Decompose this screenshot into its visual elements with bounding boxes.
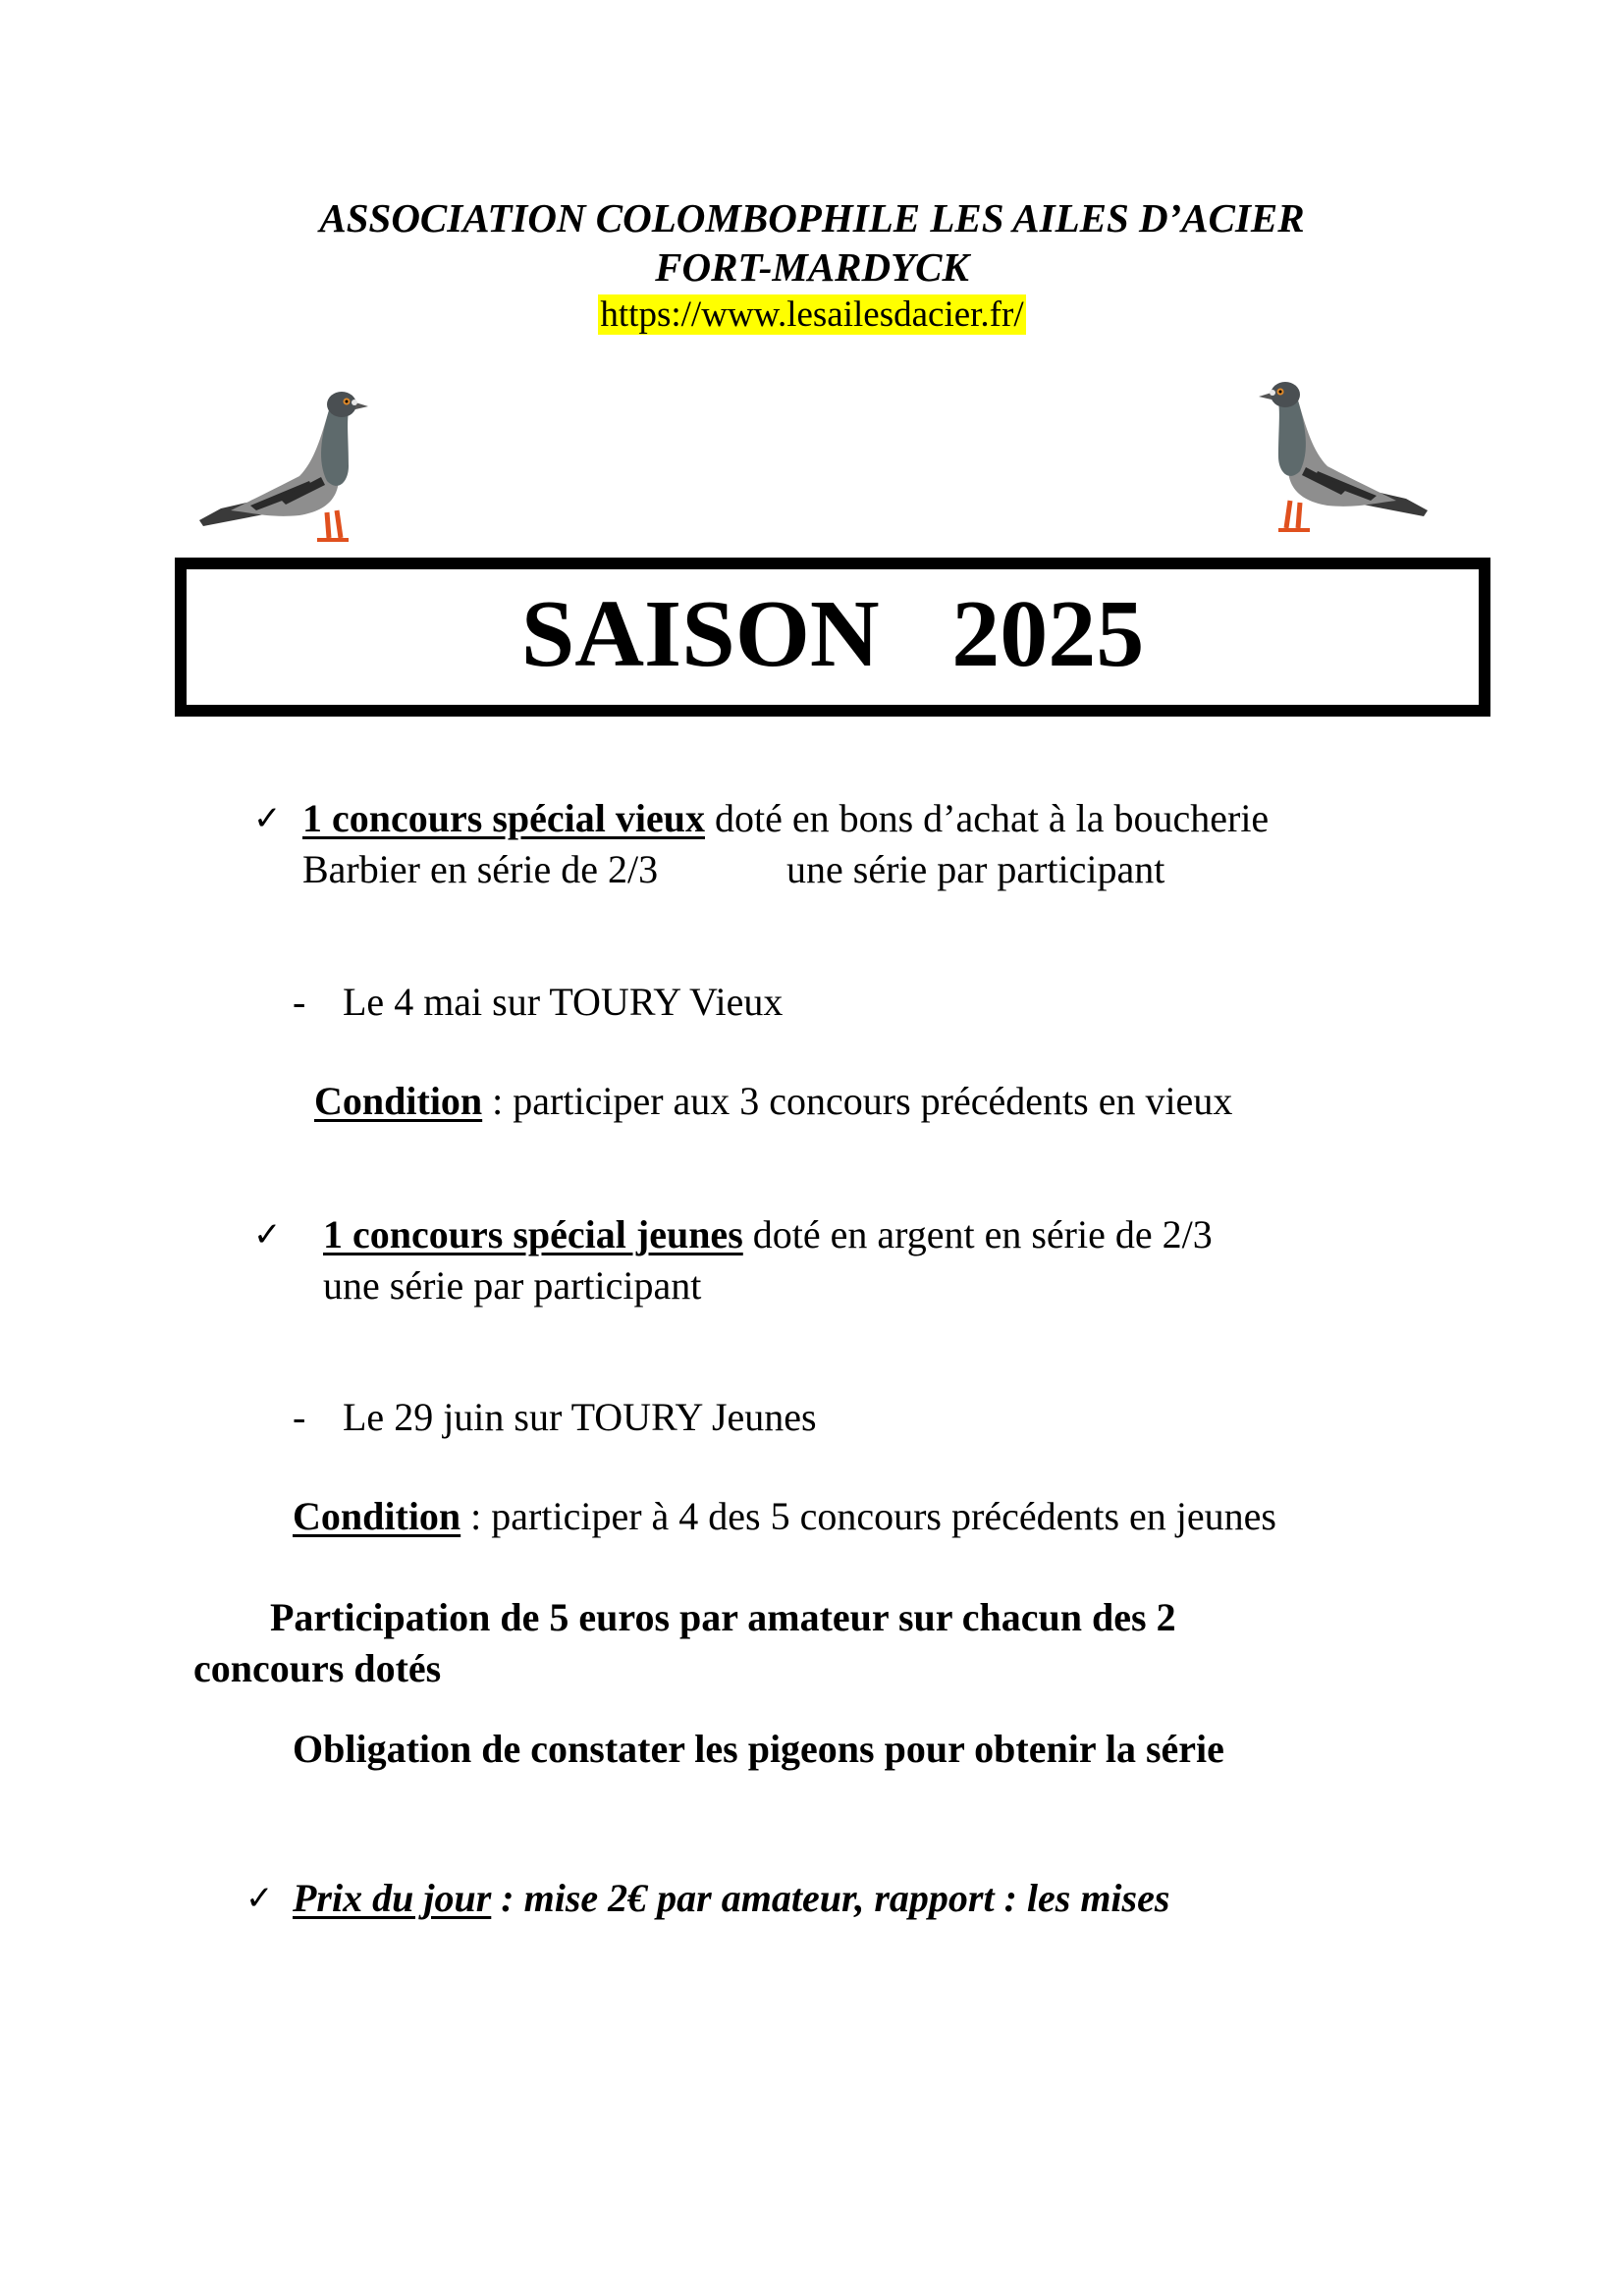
- association-city: FORT-MARDYCK: [655, 244, 969, 290]
- special-vieux-condition-text: : participer aux 3 concours précédents en vieux: [482, 1079, 1233, 1123]
- special-jeunes-date: Le 29 juin sur TOURY Jeunes: [343, 1395, 817, 1439]
- special-vieux-line2a: Barbier en série de 2/3: [302, 847, 659, 891]
- pigeon-right-icon: [1239, 373, 1435, 550]
- check-icon: ✓: [253, 1215, 282, 1255]
- special-jeunes-line1: [323, 1209, 1213, 1260]
- participation-line1: Participation de 5 euros par amateur sur chacun des 2: [270, 1595, 1176, 1639]
- pigeon-left-icon: [191, 383, 388, 560]
- season-box: [175, 558, 1490, 717]
- special-jeunes-condition: [293, 1491, 1276, 1542]
- participation-line2: concours dotés: [193, 1646, 442, 1690]
- special-jeunes-line2: une série par participant: [323, 1263, 702, 1308]
- special-vieux-condition-label: Condition: [314, 1079, 483, 1123]
- special-jeunes-condition-text: : participer à 4 des 5 concours précédents en jeunes: [460, 1494, 1276, 1538]
- dash-marker: -: [293, 980, 306, 1024]
- website-url-text[interactable]: https://www.lesailesdacier.fr/: [600, 294, 1024, 335]
- prix-du-jour-text: : mise 2€ par amateur, rapport : les mises: [491, 1876, 1170, 1920]
- obligation-text: Obligation de constater les pigeons pour obtenir la série: [293, 1727, 1224, 1771]
- check-icon: ✓: [245, 1879, 274, 1918]
- special-jeunes-heading: 1 concours spécial jeunes: [323, 1212, 743, 1256]
- special-vieux-condition: [314, 1076, 1232, 1127]
- special-jeunes-line1-rest: doté en argent en série de 2/3: [742, 1212, 1213, 1256]
- website-url[interactable]: [0, 293, 1624, 338]
- check-icon: ✓: [253, 799, 282, 838]
- association-title: ASSOCIATION COLOMBOPHILE LES AILES D’ACIER: [319, 195, 1305, 240]
- special-vieux-date: Le 4 mai sur TOURY Vieux: [343, 980, 784, 1024]
- special-jeunes-condition-label: Condition: [293, 1494, 461, 1538]
- special-vieux-line1-rest: doté en bons d’achat à la boucherie: [704, 796, 1270, 840]
- special-vieux-heading: 1 concours spécial vieux: [302, 796, 705, 840]
- prix-du-jour: [293, 1873, 1169, 1924]
- special-vieux-line1: [302, 793, 1269, 844]
- special-vieux-line2b: une série par participant: [786, 847, 1165, 891]
- prix-du-jour-label: Prix du jour: [293, 1876, 492, 1920]
- season-title: SAISON 2025: [520, 581, 1145, 687]
- dash-marker: -: [293, 1395, 306, 1439]
